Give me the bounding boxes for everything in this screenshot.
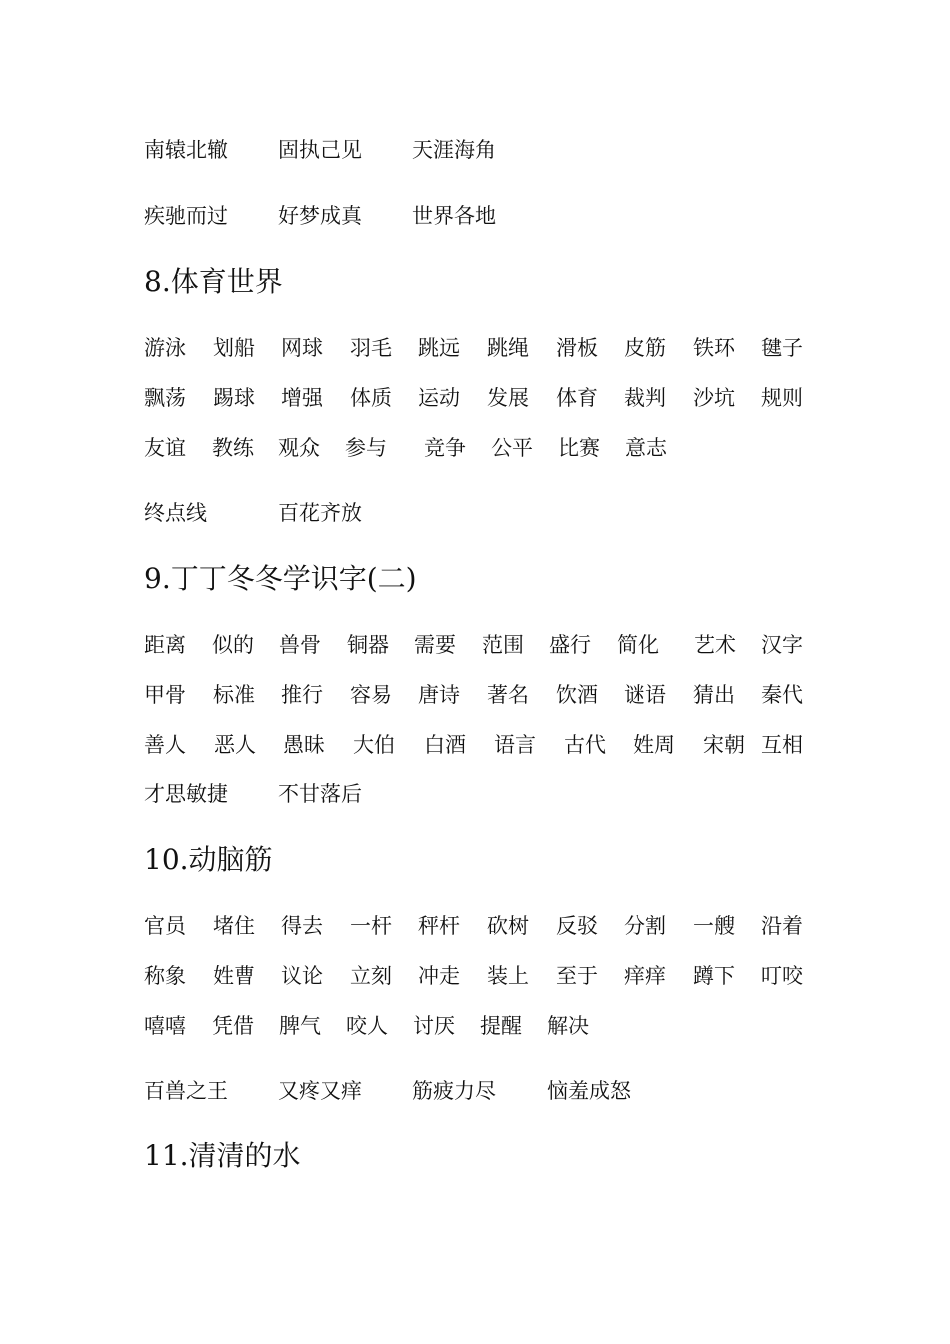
vocab-word: 盛行 (549, 633, 591, 657)
vocab-word: 大伯 (353, 733, 395, 757)
vocab-word: 堵住 (213, 914, 255, 938)
phrase: 筋疲力尽 (412, 1079, 496, 1103)
vocab-word: 秦代 (761, 683, 803, 707)
vocab-word: 解决 (547, 1014, 589, 1038)
vocab-word: 教练 (212, 436, 254, 460)
vocab-word: 沿着 (761, 914, 803, 938)
vocab-word: 跳远 (418, 336, 460, 360)
vocab-word: 嘻嘻 (144, 1014, 186, 1038)
vocab-word: 冲走 (418, 964, 460, 988)
vocab-word: 汉字 (761, 633, 803, 657)
vocab-word: 兽骨 (279, 633, 321, 657)
vocab-word: 体质 (350, 386, 392, 410)
vocab-word: 皮筋 (624, 336, 666, 360)
vocab-word: 飘荡 (144, 386, 186, 410)
phrase: 百兽之王 (144, 1079, 228, 1103)
vocab-word: 踢球 (213, 386, 255, 410)
vocab-word: 语言 (494, 733, 536, 757)
vocab-word: 友谊 (144, 436, 186, 460)
phrase: 百花齐放 (278, 501, 362, 525)
vocab-word: 距离 (144, 633, 186, 657)
vocab-word: 毽子 (761, 336, 803, 360)
vocab-word: 简化 (617, 633, 659, 657)
vocab-word: 提醒 (480, 1014, 522, 1038)
vocab-word: 姓周 (633, 733, 675, 757)
section-title: 11.清清的水 (144, 1139, 301, 1172)
vocab-word: 规则 (761, 386, 803, 410)
vocab-word: 似的 (212, 633, 254, 657)
vocab-word: 反驳 (556, 914, 598, 938)
vocab-word: 竞争 (424, 436, 466, 460)
phrase: 恼羞成怒 (547, 1079, 631, 1103)
vocab-word: 愚昧 (283, 733, 325, 757)
vocab-word: 猜出 (693, 683, 735, 707)
section-title: 9.丁丁冬冬学识字(二) (144, 562, 417, 595)
idiom: 疾驰而过 (144, 204, 228, 228)
vocab-word: 铁环 (693, 336, 735, 360)
vocab-word: 古代 (564, 733, 606, 757)
vocab-word: 需要 (414, 633, 456, 657)
vocab-word: 游泳 (144, 336, 186, 360)
vocab-word: 观众 (278, 436, 320, 460)
vocab-word: 称象 (144, 964, 186, 988)
section-title: 10.动脑筋 (144, 843, 273, 876)
idiom: 固执己见 (278, 138, 362, 162)
phrase: 又疼又痒 (278, 1079, 362, 1103)
vocab-word: 发展 (487, 386, 529, 410)
vocab-word: 网球 (281, 336, 323, 360)
vocab-word: 白酒 (424, 733, 466, 757)
vocab-word: 凭借 (212, 1014, 254, 1038)
vocab-word: 范围 (482, 633, 524, 657)
idiom: 世界各地 (412, 204, 496, 228)
vocab-word: 推行 (281, 683, 323, 707)
vocab-word: 饮酒 (556, 683, 598, 707)
vocab-word: 参与 (345, 436, 387, 460)
vocab-word: 跳绳 (487, 336, 529, 360)
vocab-word: 比赛 (558, 436, 600, 460)
vocab-word: 运动 (418, 386, 460, 410)
vocab-word: 艺术 (694, 633, 736, 657)
vocab-word: 脾气 (279, 1014, 321, 1038)
vocab-word: 讨厌 (413, 1014, 455, 1038)
vocab-word: 议论 (281, 964, 323, 988)
vocab-word: 意志 (625, 436, 667, 460)
vocab-word: 至于 (556, 964, 598, 988)
vocab-word: 痒痒 (624, 964, 666, 988)
vocab-word: 铜器 (347, 633, 389, 657)
vocab-word: 叮咬 (761, 964, 803, 988)
vocab-word: 蹲下 (693, 964, 735, 988)
phrase: 终点线 (144, 501, 207, 525)
vocab-word: 砍树 (487, 914, 529, 938)
vocab-word: 宋朝 (703, 733, 745, 757)
vocab-word: 装上 (487, 964, 529, 988)
vocab-word: 体育 (556, 386, 598, 410)
vocab-word: 羽毛 (350, 336, 392, 360)
vocab-word: 官员 (144, 914, 186, 938)
vocab-word: 立刻 (350, 964, 392, 988)
vocab-word: 容易 (350, 683, 392, 707)
phrase: 才思敏捷 (144, 782, 228, 806)
vocab-word: 咬人 (346, 1014, 388, 1038)
phrase: 不甘落后 (278, 782, 362, 806)
idiom: 南辕北辙 (144, 138, 228, 162)
vocab-word: 得去 (281, 914, 323, 938)
vocab-word: 著名 (487, 683, 529, 707)
vocab-word: 沙坑 (693, 386, 735, 410)
vocab-word: 分割 (624, 914, 666, 938)
idiom: 天涯海角 (412, 138, 496, 162)
vocab-word: 善人 (144, 733, 186, 757)
idiom: 好梦成真 (278, 204, 362, 228)
vocab-word: 唐诗 (418, 683, 460, 707)
section-title: 8.体育世界 (144, 265, 283, 298)
vocab-word: 标准 (213, 683, 255, 707)
vocab-word: 划船 (213, 336, 255, 360)
vocab-word: 互相 (761, 733, 803, 757)
vocab-word: 一杆 (350, 914, 392, 938)
vocab-word: 甲骨 (144, 683, 186, 707)
vocab-word: 姓曹 (213, 964, 255, 988)
vocab-word: 滑板 (556, 336, 598, 360)
vocab-word: 裁判 (624, 386, 666, 410)
vocab-word: 恶人 (214, 733, 256, 757)
vocab-word: 增强 (281, 386, 323, 410)
vocab-word: 公平 (491, 436, 533, 460)
vocab-word: 一艘 (693, 914, 735, 938)
vocab-word: 谜语 (624, 683, 666, 707)
vocab-word: 秤杆 (418, 914, 460, 938)
